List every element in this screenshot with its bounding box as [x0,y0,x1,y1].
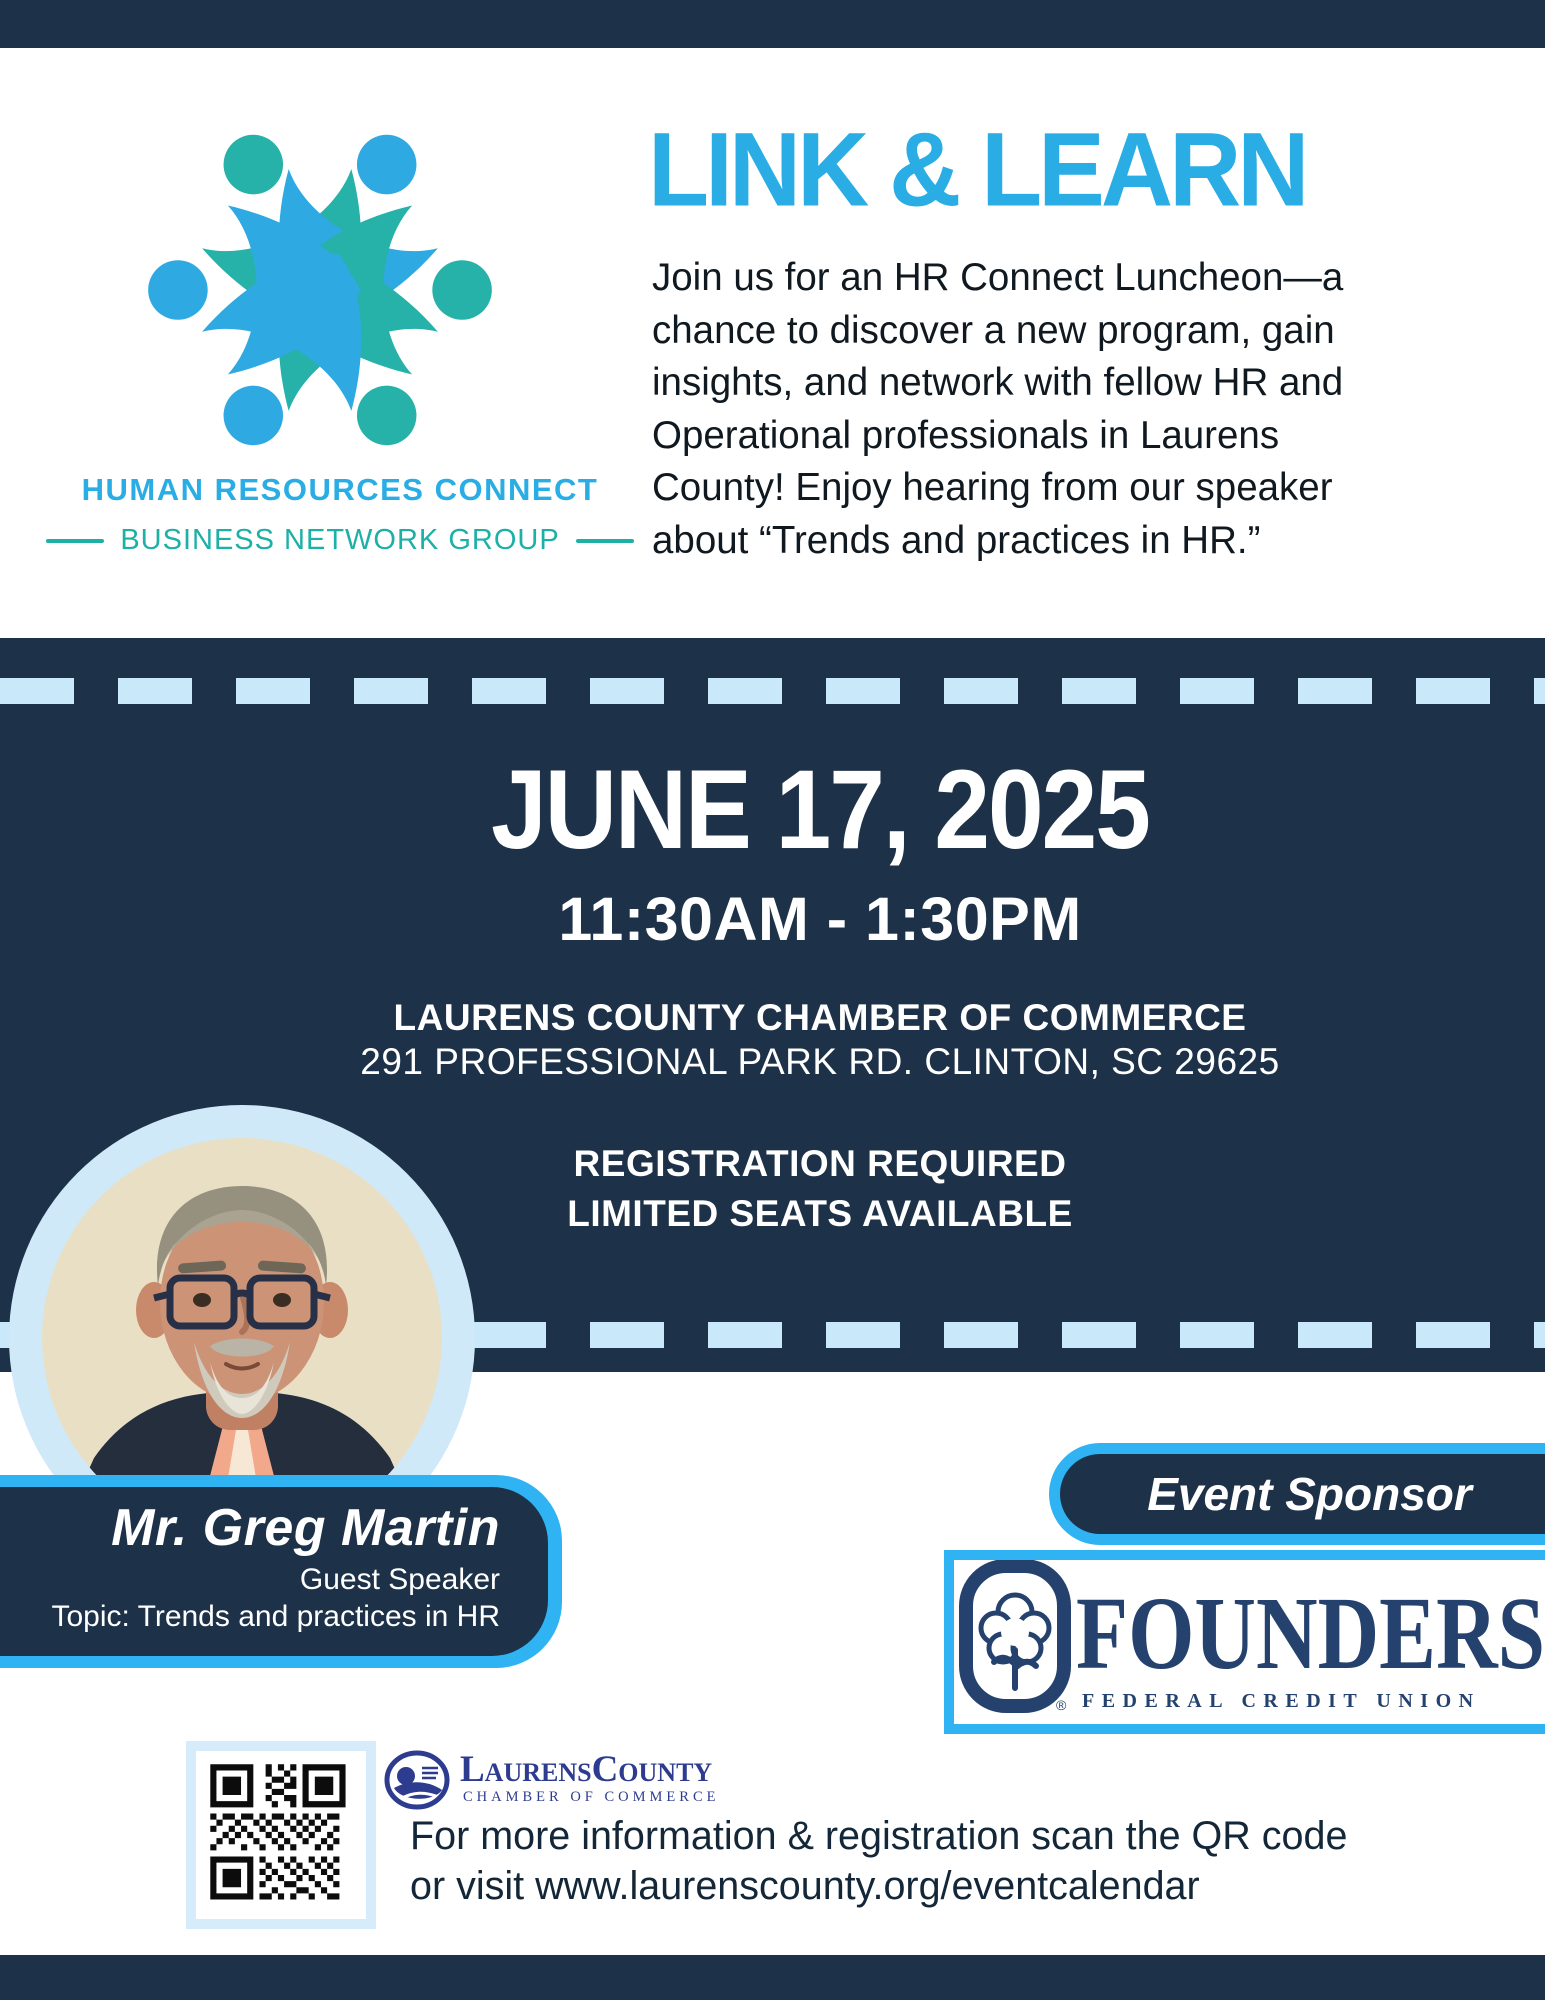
brand-tagline-label: BUSINESS NETWORK GROUP [120,524,560,556]
venue-name: LAURENS COUNTY CHAMBER OF COMMERCE [393,997,1247,1038]
sponsor-name: FOUNDERS [1076,1576,1545,1691]
event-sponsor-badge: Event Sponsor [1060,1454,1545,1534]
intro-line: Join us for an HR Connect Luncheon—a [652,256,1344,299]
bottom-border-bar [0,1955,1545,2000]
founders-registered-mark: ® [1056,1697,1067,1713]
event-date: JUNE 17, 2025 [491,747,1149,873]
speaker-name: Mr. Greg Martin [111,1499,500,1557]
footer-info-line1: For more information & registration scan the QR code [410,1814,1348,1858]
dashed-divider-top [0,678,1545,704]
speaker-role: Guest Speaker [299,1563,500,1596]
speaker-topic: Topic: Trends and practices in HR [51,1600,500,1633]
intro-line: insights, and network with fellow HR and [652,361,1344,404]
intro-line: Operational professionals in Laurens [652,413,1280,457]
brand-name: HUMAN RESOURCES CONNECT [81,472,599,507]
limited-seats-text: LIMITED SEATS AVAILABLE [567,1193,1073,1234]
tagline-rule-left [46,539,104,543]
founders-cotton-icon [958,1560,1072,1716]
registration-required-text: REGISTRATION REQUIRED [573,1143,1067,1184]
chamber-name: LaurensCounty [460,1749,713,1790]
sponsor-tagline: FEDERAL CREDIT UNION [1082,1690,1481,1712]
event-time: 11:30AM - 1:30PM [558,885,1082,953]
intro-paragraph [652,252,1492,567]
speaker-card [0,1487,548,1656]
chamber-emblem-icon [384,1750,450,1810]
intro-line: County! Enjoy hearing from our speaker [652,466,1333,509]
top-border-bar [0,0,1545,48]
brand-tagline [25,524,655,557]
intro-line: about “Trends and practices in HR.” [652,518,1261,562]
page-title: LINK & LEARN [648,111,1306,229]
tagline-rule-right [576,539,634,543]
footer-info-line2: or visit www.laurenscounty.org/eventcalendar [410,1864,1200,1908]
chamber-tagline: CHAMBER OF COMMERCE [463,1789,720,1805]
qr-code [196,1751,366,1919]
hr-connect-logo-icon [128,98,512,482]
intro-line: chance to discover a new program, gain [652,308,1335,352]
venue-address: 291 PROFESSIONAL PARK RD. CLINTON, SC 29625 [360,1041,1280,1082]
